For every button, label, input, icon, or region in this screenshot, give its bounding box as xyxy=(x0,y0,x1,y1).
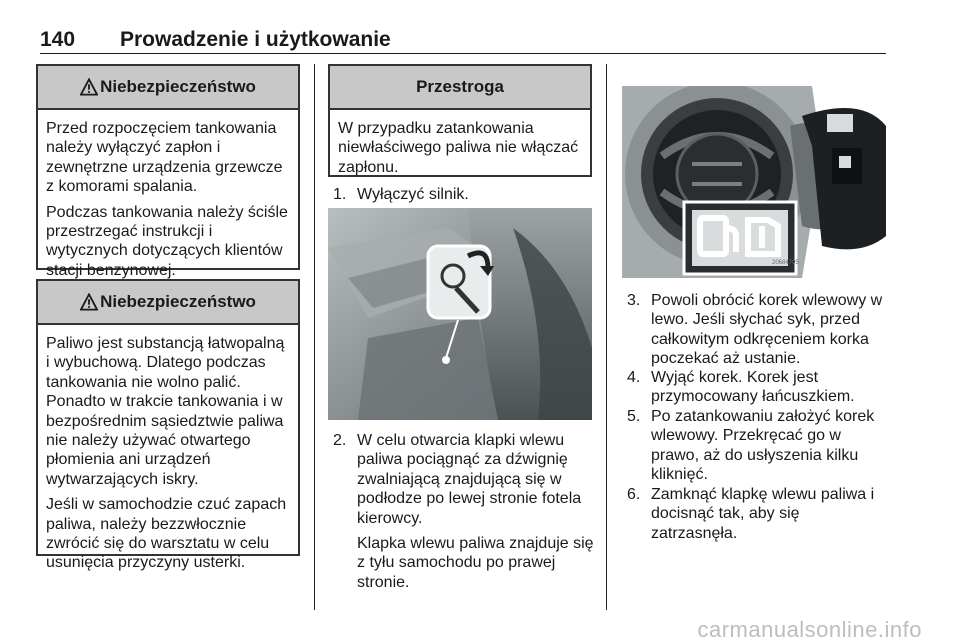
step-3-number: 3. xyxy=(627,292,641,309)
step-5-text: Po zatankowaniu założyć korek wlewowy. Przekręcać go w prawo, aż do usłyszenia kilku kliknięć. xyxy=(651,408,875,484)
release-lever-illustration xyxy=(328,208,592,420)
caution-box xyxy=(328,64,592,177)
column-divider-right xyxy=(606,64,607,610)
step-1-number: 1. xyxy=(333,186,347,203)
warning-box-1-body xyxy=(38,110,298,292)
header-rule xyxy=(40,53,886,54)
page-number: 140 xyxy=(40,28,76,51)
warning-box-2 xyxy=(36,279,300,572)
page-title: Prowadzenie i użytkowanie xyxy=(120,28,391,51)
fuel-filler-drawing xyxy=(622,86,886,278)
step-5-number: 5. xyxy=(627,408,641,425)
warning-box-2-title: Niebezpieczeństwo xyxy=(100,292,256,311)
step-2-text: W celu otwarcia klapki wlewu paliwa pociągnąć za dźwignię zwalniającą znajdującą się w podłodze po lewej stronie fotela kierowcy. xyxy=(357,432,582,527)
watermark: carmanualsonline.info xyxy=(697,617,922,642)
figure-code-label: 20684795 xyxy=(772,260,799,266)
warning-box-2-paragraph-2: Jeśli w samochodzie czuć zapach paliwa, należy bezzwłocznie zwrócić się do warsztatu w celu usunięcia przyczyny usterki. xyxy=(46,496,287,572)
step-4-number: 4. xyxy=(627,369,641,386)
step-6-number: 6. xyxy=(627,486,641,503)
caution-box-heading: Przestroga xyxy=(330,66,590,110)
warning-box-2-body xyxy=(38,325,298,585)
caution-box-paragraph: W przypadku zatankowania niewłaściwego paliwa nie włączać zapłonu. xyxy=(338,120,579,176)
step-2-number: 2. xyxy=(333,432,347,449)
column-divider-left xyxy=(314,64,315,610)
caution-box-body xyxy=(330,110,590,189)
warning-triangle-icon xyxy=(80,78,98,96)
warning-box-1-heading xyxy=(38,66,298,110)
page-header xyxy=(40,28,886,52)
warning-triangle-icon xyxy=(80,293,98,311)
warning-box-2-heading xyxy=(38,281,298,325)
step-4-text: Wyjąć korek. Korek jest przymocowany łańcuszkiem. xyxy=(651,369,855,406)
step-3-text: Powoli obrócić korek wlewowy w lewo. Jeśli słychać syk, przed całkowitym odkręceniem korka poczekać aż ustanie. xyxy=(651,292,883,368)
fuel-filler-illustration xyxy=(622,86,886,278)
warning-box-1 xyxy=(36,64,300,279)
step-6-text: Zamknąć klapkę wlewu paliwa i docisnąć tak, aby się zatrzasnęła. xyxy=(651,486,875,542)
step-2-note: Klapka wlewu paliwa znajduje się z tyłu samochodu po prawej stronie. xyxy=(357,535,594,591)
step-1-text: Wyłączyć silnik. xyxy=(357,186,469,203)
warning-box-1-paragraph-2: Podczas tankowania należy ściśle przestrzegać instrukcji i wytycznych dotyczących klientów stacji benzynowej. xyxy=(46,203,288,279)
warning-box-2-paragraph-1: Paliwo jest substancją łatwopalną i wybuchową. Dlatego podczas tankowania nie wolno palić. Ponadto w trakcie tankowania i w bezpośrednim sąsiedztwie paliwa nie należy używać otwartego płomienia ani urządzeń wytwarzających iskry. xyxy=(46,335,285,488)
warning-box-1-title: Niebezpieczeństwo xyxy=(100,77,256,96)
release-lever-drawing xyxy=(328,208,592,420)
warning-box-1-paragraph-1: Przed rozpoczęciem tankowania należy wyłączyć zapłon i zewnętrzne urządzenia grzewcze z komorami spalania. xyxy=(46,120,283,196)
